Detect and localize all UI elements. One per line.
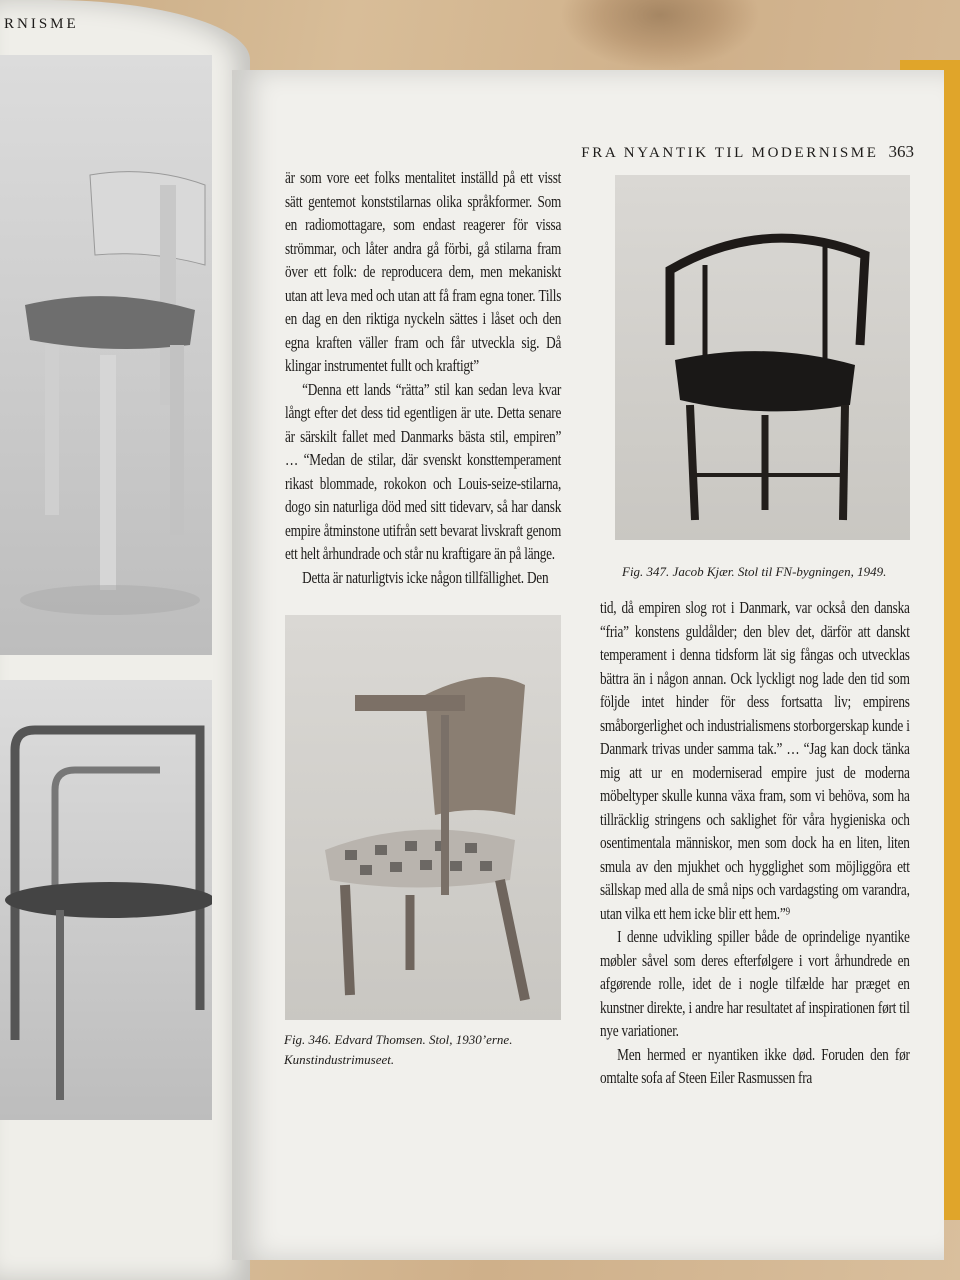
caption-fig-346 — [284, 1030, 512, 1070]
running-head-title: FRA NYANTIK TIL MODERNISME — [581, 145, 879, 161]
photo-chair-tubular — [0, 680, 212, 1120]
running-head — [581, 142, 914, 162]
left-page — [0, 0, 250, 1280]
paragraph: Men hermed er nyantiken ikke død. Foruden den før omtalte sofa af Steen Eiler Rasmussen fra — [600, 1044, 910, 1087]
paragraph: “Denna ett lands “rätta” stil kan sedan leva kvar långt efter det dess tid egentligen är ute. Detta senare är särskilt fallet med Danmarks bästa stil, empiren” … “Medan de stilar, där svenskt konsttemperament rikast blommade, rokokon och Louis-seize-stilarna, dogo sin naturliga död med sitt tidevarv, så har dansk empire åtminstone utifrån sett bevarat livskraft genom ett helt århundrade och står nu kraftigare än på länge. — [285, 379, 562, 563]
text-column-2 — [600, 596, 910, 1090]
paragraph: tid, då empiren slog rot i Danmark, var också den danska “fria” konstens guldålder; den blev det, därför att danskt temperament i denna tidsform lät sig fångas och utvecklas bättra än i någon annan. Ock lyckligt nog lade den tid som följde intet hinder för dess fortsatta liv; empirens småborgerlighet och industrialismens storborgerskap kunde i Danmark trivas under samma tak.” … “Jag kan dock tänka mig att ur en moderniserad empire just de moderna möbeltyper skulle kunna växa fram, som vi behöva, som ha tillräcklig stringens och saklighet för våra hygieniska och osentimentala människor, men som dock ha en liten, liten smula av den mjukhet och hygglighet som möjliggöra ett sällskap med alla de små nips och vardagsting om varandra, utan vilka ett hem icke blir ett hem.”⁹ — [600, 598, 910, 923]
paragraph: är som vore eet folks mentalitet inställd på ett visst sätt gentemot konststilarnas olika språkformer. Som en radiomottagare, som endast reagerer för vissa strömmar, och låter andra gå förbi, gå stilarna fram över ett folk: de reproducera dem, men mekaniskt utan att leva med och utan att få fram egna toner. Tills en dag en den riktiga nyckeln sättes i låset och den egna kraften väller fram och får utveckla sig. Då klingar instrumentet fullt och kraftigt” — [285, 168, 562, 375]
paragraph: Detta är naturligtvis icke någon tillfällighet. Den — [302, 567, 549, 587]
photo-fig-346-chair — [285, 615, 561, 1020]
text-column-1 — [285, 166, 561, 589]
right-page — [232, 70, 944, 1260]
caption-fig-346-line1: Fig. 346. Edvard Thomsen. Stol, 1930’erne. — [284, 1032, 513, 1047]
photo-chair-plywood — [0, 55, 212, 655]
photo-fig-347-chair — [615, 175, 910, 540]
wood-knot — [560, 0, 760, 70]
page-number: 363 — [888, 142, 914, 161]
left-running-head: RNISME — [4, 16, 79, 32]
caption-fig-346-line2: Kunstindustrimuseet. — [284, 1052, 395, 1067]
paragraph: I denne udvikling spiller både de oprindelige nyantike møbler såvel som deres efterfølgere i vort århundrede en afgørende rolle, idet de i nogle tilfælde har præget en kunstner direkte, i andre har resultatet af inspirationen ført til nye variationer. — [600, 927, 910, 1040]
caption-fig-347: Fig. 347. Jacob Kjær. Stol til FN-bygningen, 1949. — [622, 564, 887, 579]
